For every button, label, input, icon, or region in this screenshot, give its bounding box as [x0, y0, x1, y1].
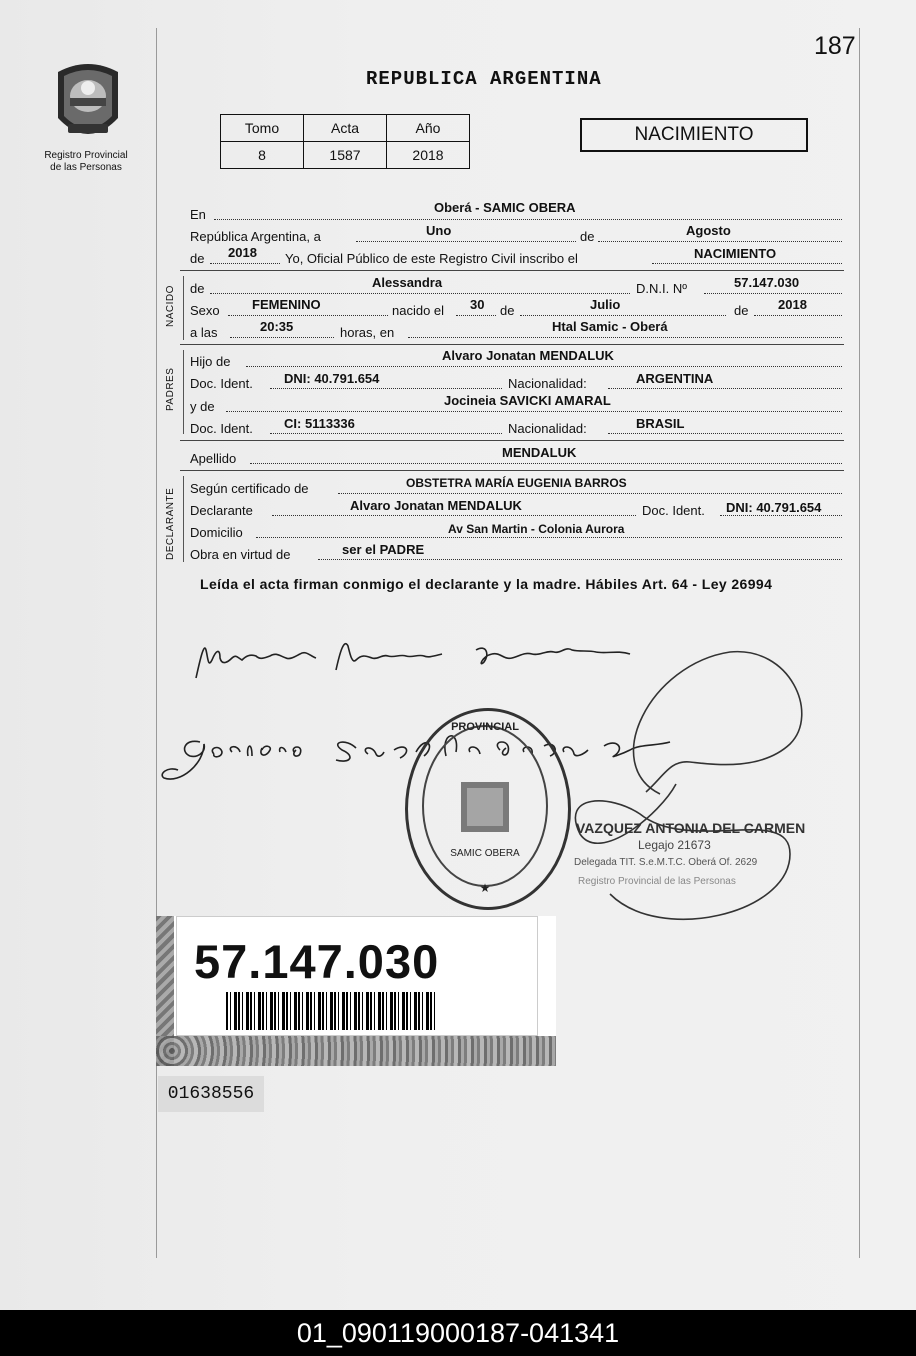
- ref-value-tomo: 8: [221, 142, 304, 169]
- label-dni: D.N.I. Nº: [636, 281, 687, 296]
- value-mes: Agosto: [686, 223, 731, 238]
- serial-label: 01638556: [158, 1076, 264, 1112]
- value-nac-anio: 2018: [778, 297, 807, 312]
- sticker-dni-number: 57.147.030: [194, 935, 440, 988]
- page-number: 187: [814, 32, 856, 60]
- label-apellido: Apellido: [190, 451, 237, 466]
- province-logo: [50, 58, 126, 148]
- dotted-line: [608, 388, 842, 389]
- sticker-pattern-strip: [156, 1036, 556, 1066]
- side-label-declarante: DECLARANTE: [165, 487, 176, 560]
- value-nac-dia: 30: [470, 297, 485, 312]
- side-label-nacido: NACIDO: [165, 285, 176, 327]
- value-hora: 20:35: [260, 319, 294, 334]
- ref-value-acta: 1587: [304, 142, 387, 169]
- dotted-line: [520, 315, 726, 316]
- label-de: de: [500, 303, 515, 318]
- value-dia: Uno: [426, 223, 452, 238]
- value-declarante-doc: DNI: 40.791.654: [726, 500, 822, 515]
- section-divider: [180, 440, 844, 441]
- record-type-box: NACIMIENTO: [580, 118, 808, 152]
- label-nacido-el: nacido el: [392, 303, 445, 318]
- country-title: REPUBLICA ARGENTINA: [366, 68, 602, 90]
- label-republica: República Argentina, a: [190, 229, 321, 244]
- dotted-line: [608, 433, 842, 434]
- value-padre-doc: DNI: 40.791.654: [284, 371, 380, 386]
- label-declarante: Declarante: [190, 503, 253, 518]
- officer-office: Registro Provincial de las Personas: [578, 876, 736, 887]
- value-sexo: FEMENINO: [252, 297, 321, 312]
- value-madre: Jocineia SAVICKI AMARAL: [444, 393, 611, 408]
- value-obra: ser el PADRE: [342, 542, 425, 557]
- file-id-footer: 01_090119000187-041341: [0, 1310, 916, 1356]
- dotted-line: [338, 493, 842, 494]
- officer-title: Delegada TIT. S.e.M.T.C. Oberá Of. 2629: [574, 857, 758, 868]
- reference-table: [220, 114, 470, 169]
- barcode: [226, 992, 438, 1030]
- value-madre-doc: CI: 5113336: [284, 416, 355, 431]
- label-sexo: Sexo: [190, 303, 220, 318]
- label-de: de: [580, 229, 595, 244]
- label-yo: Yo, Oficial Público de este Registro Civil inscribo el: [285, 251, 578, 266]
- dotted-line: [228, 315, 388, 316]
- value-madre-nac: BRASIL: [636, 416, 685, 431]
- side-label-padres: PADRES: [165, 367, 176, 411]
- value-padre: Alvaro Jonatan MENDALUK: [442, 348, 614, 363]
- dotted-line: [246, 366, 842, 367]
- value-certificado: OBSTETRA MARÍA EUGENIA BARROS: [406, 476, 627, 490]
- section-divider: [180, 470, 844, 471]
- dotted-line: [598, 241, 842, 242]
- section-divider: [180, 270, 844, 271]
- dotted-line: [318, 559, 842, 560]
- officer-legajo: Legajo 21673: [638, 838, 711, 852]
- svg-text:SAMIC OBERA: SAMIC OBERA: [450, 848, 520, 859]
- label-de: de: [734, 303, 749, 318]
- ref-header-tomo: Tomo: [221, 115, 304, 142]
- logo-caption-line1: Registro Provincial: [44, 150, 128, 161]
- dotted-line: [408, 337, 842, 338]
- label-doc-ident: Doc. Ident.: [642, 503, 705, 518]
- label-en: En: [190, 207, 206, 222]
- dotted-line: [210, 293, 630, 294]
- value-acto: NACIMIENTO: [694, 246, 777, 261]
- value-dni: 57.147.030: [734, 275, 800, 290]
- value-apellido: MENDALUK: [502, 445, 577, 460]
- section-bar: [183, 276, 184, 340]
- right-margin-line: [859, 28, 860, 1258]
- label-de: de: [190, 281, 205, 296]
- value-domicilio: Av San Martin - Colonia Aurora: [448, 522, 625, 536]
- dotted-line: [754, 315, 842, 316]
- dotted-line: [256, 537, 842, 538]
- value-lugar-nac: Htal Samic - Oberá: [552, 319, 668, 334]
- officer-name: VAZQUEZ ANTONIA DEL CARMEN: [576, 820, 806, 836]
- closing-text: Leída el acta firman conmigo el declarante y la madre. Hábiles Art. 64 - Ley 26994: [200, 576, 773, 592]
- dotted-line: [356, 241, 576, 242]
- dotted-line: [270, 433, 502, 434]
- svg-text:★: ★: [479, 881, 491, 895]
- label-doc-ident: Doc. Ident.: [190, 376, 253, 391]
- value-nombre: Alessandra: [372, 275, 443, 290]
- value-nac-mes: Julio: [590, 297, 621, 312]
- svg-text:PROVINCIAL: PROVINCIAL: [451, 721, 519, 733]
- label-nacionalidad: Nacionalidad:: [508, 376, 587, 391]
- label-doc-ident: Doc. Ident.: [190, 421, 253, 436]
- logo-caption-line2: de las Personas: [50, 162, 122, 173]
- value-anio: 2018: [228, 245, 257, 260]
- section-divider: [180, 344, 844, 345]
- label-a-las: a las: [190, 325, 218, 340]
- label-domicilio: Domicilio: [190, 525, 243, 540]
- value-declarante: Alvaro Jonatan MENDALUK: [350, 498, 522, 513]
- label-segun: Según certificado de: [190, 481, 309, 496]
- ref-value-anio: 2018: [387, 142, 470, 169]
- label-de: de: [190, 251, 205, 266]
- dotted-line: [250, 463, 842, 464]
- ref-header-acta: Acta: [304, 115, 387, 142]
- dotted-line: [226, 411, 842, 412]
- label-hijo-de: Hijo de: [190, 354, 231, 369]
- dotted-line: [272, 515, 636, 516]
- label-obra: Obra en virtud de: [190, 547, 291, 562]
- left-margin-line: [156, 28, 157, 1258]
- section-bar: [183, 476, 184, 562]
- dotted-line: [704, 293, 842, 294]
- dotted-line: [720, 515, 842, 516]
- dotted-line: [230, 337, 334, 338]
- dotted-line: [214, 219, 842, 220]
- dotted-line: [270, 388, 502, 389]
- dotted-line: [652, 263, 842, 264]
- dotted-line: [210, 263, 280, 264]
- ref-header-anio: Año: [387, 115, 470, 142]
- dni-sticker: [156, 916, 556, 1066]
- dotted-line: [456, 315, 496, 316]
- label-horas-en: horas, en: [340, 325, 395, 340]
- section-bar: [183, 350, 184, 434]
- value-padre-nac: ARGENTINA: [636, 371, 714, 386]
- value-lugar: Oberá - SAMIC OBERA: [434, 200, 576, 215]
- label-y-de: y de: [190, 399, 215, 414]
- logo-caption: [22, 150, 150, 174]
- officer-signature-scribble: [540, 644, 820, 934]
- label-nacionalidad: Nacionalidad:: [508, 421, 587, 436]
